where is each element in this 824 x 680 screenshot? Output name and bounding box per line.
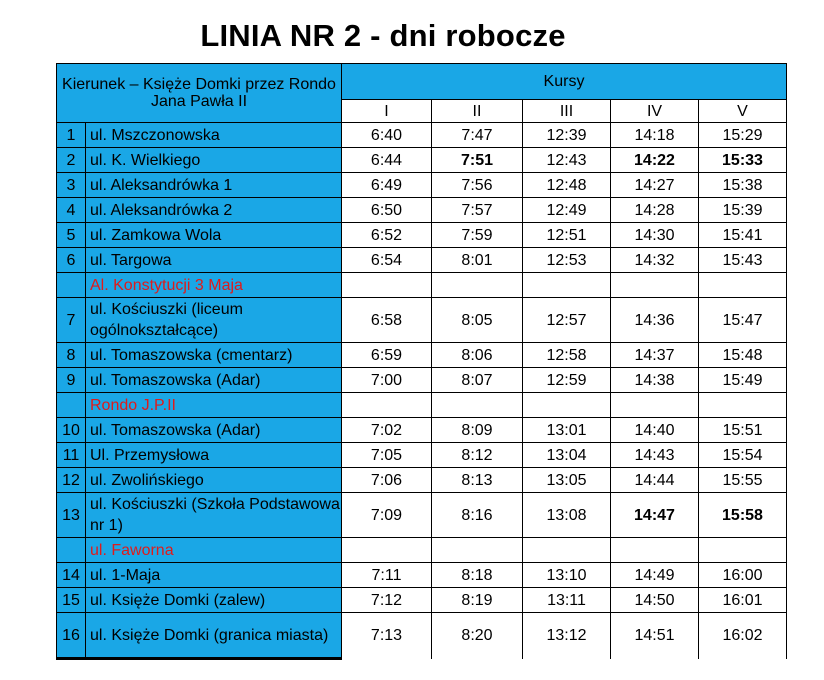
stop-row <box>57 198 787 223</box>
departure-time <box>523 393 611 418</box>
departure-time <box>699 538 787 563</box>
departure-time: 12:58 <box>523 343 611 368</box>
departure-time: 15:41 <box>699 223 787 248</box>
stop-row <box>57 613 787 659</box>
departure-time: 15:54 <box>699 443 787 468</box>
stop-name: ul. Tomaszowska (Adar) <box>86 368 342 393</box>
departure-time: 13:12 <box>523 613 611 659</box>
stop-row <box>57 148 787 173</box>
stop-number <box>57 393 86 418</box>
departure-time: 8:01 <box>432 248 523 273</box>
departure-time: 8:09 <box>432 418 523 443</box>
departure-time <box>432 273 523 298</box>
departure-time: 15:39 <box>699 198 787 223</box>
kursy-header: Kursy <box>342 64 787 100</box>
departure-time: 12:43 <box>523 148 611 173</box>
departure-time <box>432 538 523 563</box>
stop-row <box>57 418 787 443</box>
departure-time: 8:16 <box>432 493 523 538</box>
departure-time: 6:58 <box>342 298 432 343</box>
stop-row <box>57 223 787 248</box>
departure-time: 12:48 <box>523 173 611 198</box>
departure-time: 12:51 <box>523 223 611 248</box>
departure-time: 13:04 <box>523 443 611 468</box>
departure-time: 16:02 <box>699 613 787 659</box>
departure-time: 15:29 <box>699 123 787 148</box>
departure-time: 13:05 <box>523 468 611 493</box>
stop-name: ul. Mszczonowska <box>86 123 342 148</box>
departure-time: 15:48 <box>699 343 787 368</box>
departure-time: 7:11 <box>342 563 432 588</box>
departure-time: 15:58 <box>699 493 787 538</box>
departure-time: 7:56 <box>432 173 523 198</box>
departure-time: 15:49 <box>699 368 787 393</box>
stop-name: ul. Targowa <box>86 248 342 273</box>
stop-name: ul. Kościuszki (Szkoła Podstawowa nr 1) <box>86 493 342 538</box>
departure-time: 14:22 <box>611 148 699 173</box>
stop-row <box>57 468 787 493</box>
departure-time: 15:55 <box>699 468 787 493</box>
course-label: V <box>699 100 787 123</box>
departure-time: 14:37 <box>611 343 699 368</box>
stop-number: 6 <box>57 248 86 273</box>
departure-time: 14:43 <box>611 443 699 468</box>
stop-number: 11 <box>57 443 86 468</box>
departure-time <box>342 393 432 418</box>
stop-row <box>57 563 787 588</box>
stop-row <box>57 443 787 468</box>
stop-name: ul. Księże Domki (granica miasta) <box>86 613 342 659</box>
departure-time <box>699 393 787 418</box>
via-row <box>57 538 787 563</box>
departure-time <box>699 273 787 298</box>
departure-time: 6:59 <box>342 343 432 368</box>
stop-name: ul. Tomaszowska (cmentarz) <box>86 343 342 368</box>
departure-time: 6:44 <box>342 148 432 173</box>
stop-number: 13 <box>57 493 86 538</box>
page-title: LINIA NR 2 - dni robocze <box>200 18 566 53</box>
departure-time: 14:40 <box>611 418 699 443</box>
stop-name: ul. Kościuszki (liceum ogólnokształcące) <box>86 298 342 343</box>
departure-time: 14:44 <box>611 468 699 493</box>
via-street-name: Rondo J.P.II <box>86 393 342 418</box>
stop-row <box>57 588 787 613</box>
stop-number: 10 <box>57 418 86 443</box>
departure-time: 8:20 <box>432 613 523 659</box>
departure-time: 7:59 <box>432 223 523 248</box>
stop-name: ul. Aleksandrówka 2 <box>86 198 342 223</box>
departure-time: 14:50 <box>611 588 699 613</box>
stop-row <box>57 343 787 368</box>
stop-number: 15 <box>57 588 86 613</box>
departure-time: 7:13 <box>342 613 432 659</box>
stop-number: 2 <box>57 148 86 173</box>
stop-number: 5 <box>57 223 86 248</box>
departure-time: 8:18 <box>432 563 523 588</box>
departure-time <box>523 538 611 563</box>
departure-time: 14:51 <box>611 613 699 659</box>
departure-time: 6:52 <box>342 223 432 248</box>
departure-time: 12:59 <box>523 368 611 393</box>
header-row-top <box>57 64 787 100</box>
stop-number: 3 <box>57 173 86 198</box>
departure-time: 15:51 <box>699 418 787 443</box>
departure-time: 6:49 <box>342 173 432 198</box>
departure-time: 12:39 <box>523 123 611 148</box>
departure-time: 7:02 <box>342 418 432 443</box>
departure-time: 8:06 <box>432 343 523 368</box>
stop-row <box>57 248 787 273</box>
departure-time: 15:43 <box>699 248 787 273</box>
departure-time <box>342 273 432 298</box>
departure-time: 14:49 <box>611 563 699 588</box>
stop-name: ul. Aleksandrówka 1 <box>86 173 342 198</box>
departure-time: 6:40 <box>342 123 432 148</box>
course-label: I <box>342 100 432 123</box>
departure-time: 13:11 <box>523 588 611 613</box>
departure-time: 6:54 <box>342 248 432 273</box>
stop-row <box>57 298 787 343</box>
departure-time: 16:01 <box>699 588 787 613</box>
via-row <box>57 273 787 298</box>
via-street-name: Al. Konstytucji 3 Maja <box>86 273 342 298</box>
departure-time: 7:51 <box>432 148 523 173</box>
stop-number: 8 <box>57 343 86 368</box>
stop-row <box>57 173 787 198</box>
stop-name: ul. Zwolińskiego <box>86 468 342 493</box>
departure-time: 14:27 <box>611 173 699 198</box>
stop-name: ul. Zamkowa Wola <box>86 223 342 248</box>
departure-time: 14:38 <box>611 368 699 393</box>
departure-time <box>611 393 699 418</box>
departure-time: 14:30 <box>611 223 699 248</box>
timetable <box>56 63 787 660</box>
departure-time: 14:28 <box>611 198 699 223</box>
stop-number: 1 <box>57 123 86 148</box>
course-label: IV <box>611 100 699 123</box>
stop-number <box>57 273 86 298</box>
departure-time: 7:47 <box>432 123 523 148</box>
departure-time: 12:53 <box>523 248 611 273</box>
departure-time <box>611 273 699 298</box>
departure-time: 14:47 <box>611 493 699 538</box>
departure-time: 7:57 <box>432 198 523 223</box>
course-label: III <box>523 100 611 123</box>
stop-name: ul. 1-Maja <box>86 563 342 588</box>
departure-time <box>523 273 611 298</box>
departure-time: 7:09 <box>342 493 432 538</box>
departure-time: 15:47 <box>699 298 787 343</box>
departure-time: 8:13 <box>432 468 523 493</box>
departure-time <box>342 538 432 563</box>
departure-time: 6:50 <box>342 198 432 223</box>
stop-number: 14 <box>57 563 86 588</box>
departure-time: 7:00 <box>342 368 432 393</box>
stop-number: 12 <box>57 468 86 493</box>
departure-time: 14:18 <box>611 123 699 148</box>
stop-number: 9 <box>57 368 86 393</box>
departure-time: 7:12 <box>342 588 432 613</box>
departure-time: 7:06 <box>342 468 432 493</box>
departure-time: 13:08 <box>523 493 611 538</box>
departure-time: 13:01 <box>523 418 611 443</box>
departure-time: 8:12 <box>432 443 523 468</box>
stop-number: 16 <box>57 613 86 659</box>
stop-number: 7 <box>57 298 86 343</box>
stop-name: ul. Księże Domki (zalew) <box>86 588 342 613</box>
stop-row <box>57 123 787 148</box>
departure-time: 14:36 <box>611 298 699 343</box>
stop-number: 4 <box>57 198 86 223</box>
stop-name: ul. Tomaszowska (Adar) <box>86 418 342 443</box>
departure-time: 8:19 <box>432 588 523 613</box>
course-label: II <box>432 100 523 123</box>
departure-time: 14:32 <box>611 248 699 273</box>
stop-name: Ul. Przemysłowa <box>86 443 342 468</box>
direction-header: Kierunek – Księże Domki przez Rondo Jana Pawła II <box>57 64 342 123</box>
via-street-name: ul. Faworna <box>86 538 342 563</box>
departure-time: 13:10 <box>523 563 611 588</box>
stop-number <box>57 538 86 563</box>
departure-time: 8:05 <box>432 298 523 343</box>
departure-time <box>432 393 523 418</box>
departure-time: 15:38 <box>699 173 787 198</box>
departure-time: 12:49 <box>523 198 611 223</box>
stop-row <box>57 368 787 393</box>
departure-time: 7:05 <box>342 443 432 468</box>
departure-time <box>611 538 699 563</box>
departure-time: 12:57 <box>523 298 611 343</box>
departure-time: 8:07 <box>432 368 523 393</box>
departure-time: 15:33 <box>699 148 787 173</box>
stop-name: ul. K. Wielkiego <box>86 148 342 173</box>
stop-row <box>57 493 787 538</box>
departure-time: 16:00 <box>699 563 787 588</box>
via-row <box>57 393 787 418</box>
